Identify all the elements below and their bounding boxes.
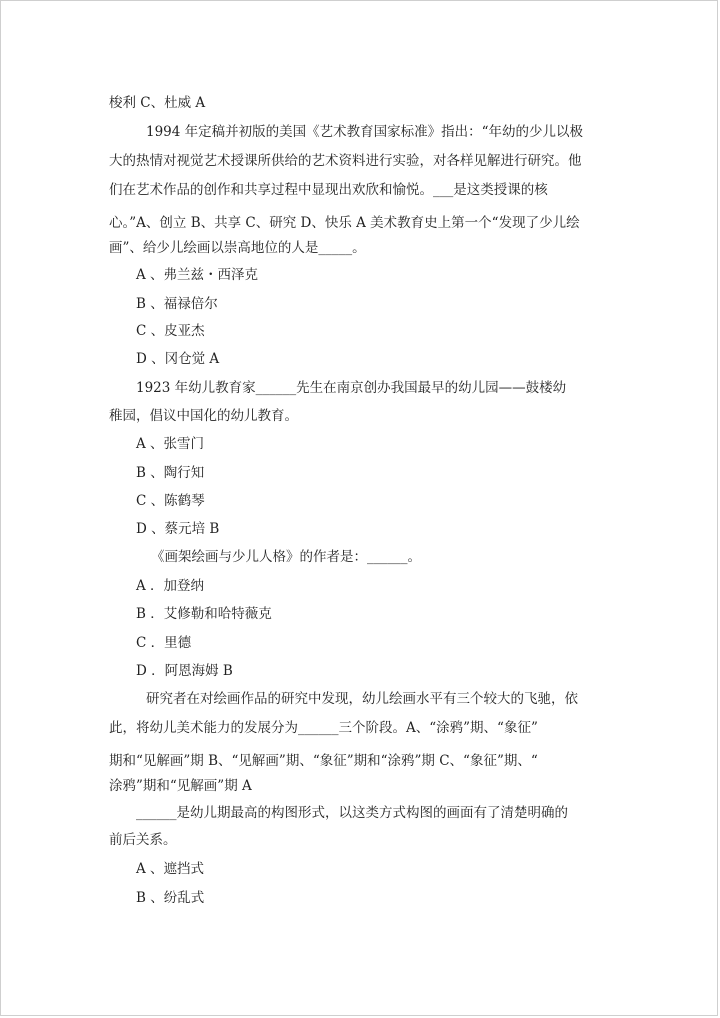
- option-item: C 、皮亚杰: [136, 323, 205, 339]
- option-item: A 、弗兰兹・西泽克: [136, 267, 259, 283]
- option-item: C 、陈鹤琴: [136, 493, 205, 509]
- text-line: 梭利 C、杜威 A: [109, 95, 206, 111]
- option-item: D ．阿恩海姆 B: [136, 663, 233, 679]
- option-item: B 、福禄倍尔: [136, 296, 218, 312]
- text-line: 《画架绘画与少儿人格》的作者是：______。: [151, 549, 421, 565]
- text-line: 大的热情对视觉艺术授课所供给的艺术资料进行实验，对各样见解进行研究。他: [109, 153, 582, 169]
- option-item: B 、陶行知: [136, 465, 205, 481]
- option-item: C ．里德: [136, 635, 192, 651]
- text-line: 1994 年定稿并初版的美国《艺术教育国家标准》指出：“年幼的少儿以极: [146, 124, 584, 140]
- text-line: ______是幼儿期最高的构图形式，以这类方式构图的画面有了清楚明确的: [136, 805, 568, 821]
- option-item: B 、纷乱式: [136, 890, 205, 906]
- text-line: 画”、给少儿绘画以崇高地位的人是_____。: [109, 240, 366, 256]
- option-item: D 、蔡元培 B: [136, 521, 220, 537]
- text-line: 此，将幼儿美术能力的发展分为______三个阶段。A、“涂鸦”期、“象征”: [109, 720, 538, 736]
- option-item: B ．艾修勒和哈特薇克: [136, 606, 272, 622]
- text-line: 研究者在对绘画作品的研究中发现，幼儿绘画水平有三个较大的飞驰，依: [146, 691, 578, 707]
- text-line: 前后关系。: [109, 832, 177, 848]
- text-line: 心。”A、创立 B、共享 C、研究 D、快乐 A 美术教育史上第一个“发现了少儿绘: [109, 215, 580, 231]
- text-line: 们在艺术作品的创作和共享过程中显现出欢欣和愉悦。___是这类授课的核: [109, 182, 548, 198]
- option-item: D 、冈仓觉 A: [136, 351, 220, 367]
- option-item: A 、张雪门: [136, 436, 205, 452]
- text-line: 期和“见解画”期 B、“见解画”期、“象征”期和“涂鸦”期 C、“象征”期、“: [109, 753, 538, 769]
- option-item: A ．加登纳: [136, 578, 205, 594]
- option-item: A 、遮挡式: [136, 861, 205, 877]
- text-line: 涂鸦”期和“见解画”期 A: [109, 778, 252, 794]
- text-line: 稚园，倡议中国化的幼儿教育。: [109, 408, 298, 424]
- text-line: 1923 年幼儿教育家______先生在南京创办我国最早的幼儿园——鼓楼幼: [136, 380, 567, 396]
